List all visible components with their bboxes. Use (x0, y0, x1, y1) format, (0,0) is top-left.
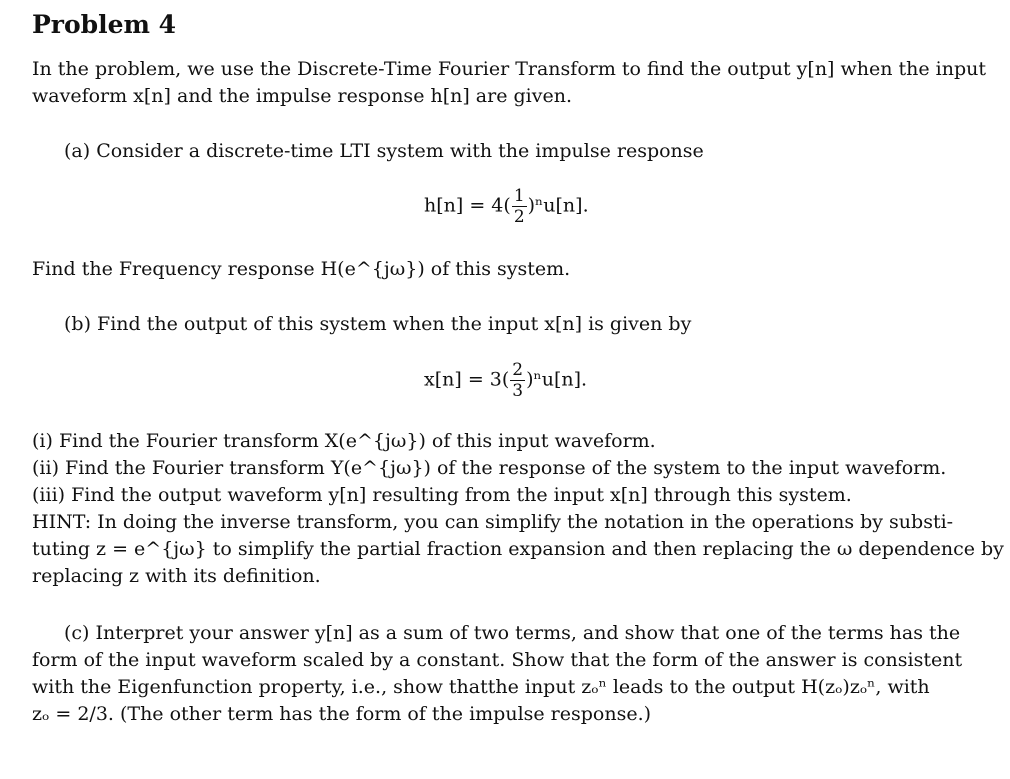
part-c-line-4: zₒ = 2/3. (The other term has the form of the impulse response.) (32, 703, 652, 725)
part-c-line-2: form of the input waveform scaled by a constant. Show that the form of the answer is consistent (32, 649, 963, 671)
part-a-question (32, 256, 980, 283)
part-a-statement (32, 138, 980, 165)
hint-line-3: replacing z with its definition. (32, 565, 321, 587)
part-b-items (32, 428, 1004, 590)
part-c-line-1: (c) Interpret your answer y[n] as a sum of two terms, and show that one of the terms has the (64, 622, 961, 644)
hint-line-2: tuting z = e^{jω} to simplify the partial fraction expansion and then replacing the ω dependence by (32, 538, 1004, 560)
part-b-statement (32, 311, 980, 338)
intro-paragraph (32, 56, 987, 110)
problem-title: Problem 4 (32, 10, 177, 39)
part-b-item-i: (i) Find the Fourier transform X(e^{jω}) of this input waveform. (32, 430, 656, 452)
part-a-text: (a) Consider a discrete-time LTI system with the impulse response (64, 140, 704, 162)
equation-h (424, 186, 589, 227)
equation-h-fraction (512, 186, 527, 227)
equation-x-rhs: )ⁿu[n]. (526, 368, 588, 391)
part-c-paragraph (32, 620, 980, 728)
equation-x-lhs: x[n] = 3( (424, 368, 510, 391)
equation-h-lhs: h[n] = 4( (424, 194, 511, 217)
equation-x-denominator: 3 (512, 381, 524, 401)
equation-h-numerator: 1 (513, 186, 525, 206)
equation-x (424, 360, 587, 401)
part-b-item-ii: (ii) Find the Fourier transform Y(e^{jω}) of the response of the system to the input waveform. (32, 457, 947, 479)
equation-h-denominator: 2 (513, 207, 525, 227)
equation-h-rhs: )ⁿu[n]. (527, 194, 589, 217)
part-a-question-text: Find the Frequency response H(e^{jω}) of this system. (32, 258, 571, 280)
equation-x-fraction (510, 360, 525, 401)
part-b-item-iii: (iii) Find the output waveform y[n] resulting from the input x[n] through this system. (32, 484, 852, 506)
intro-line-1: In the problem, we use the Discrete-Time Fourier Transform to find the output y[n] when the input (32, 58, 987, 80)
part-b-text: (b) Find the output of this system when the input x[n] is given by (64, 313, 692, 335)
hint-line-1: HINT: In doing the inverse transform, you can simplify the notation in the operations by substi- (32, 511, 954, 533)
intro-line-2: waveform x[n] and the impulse response h[n] are given. (32, 85, 572, 107)
equation-x-numerator: 2 (512, 360, 524, 380)
part-c-line-3: with the Eigenfunction property, i.e., show thatthe input zₒⁿ leads to the output H(zₒ)zₒⁿ, with (32, 676, 930, 698)
